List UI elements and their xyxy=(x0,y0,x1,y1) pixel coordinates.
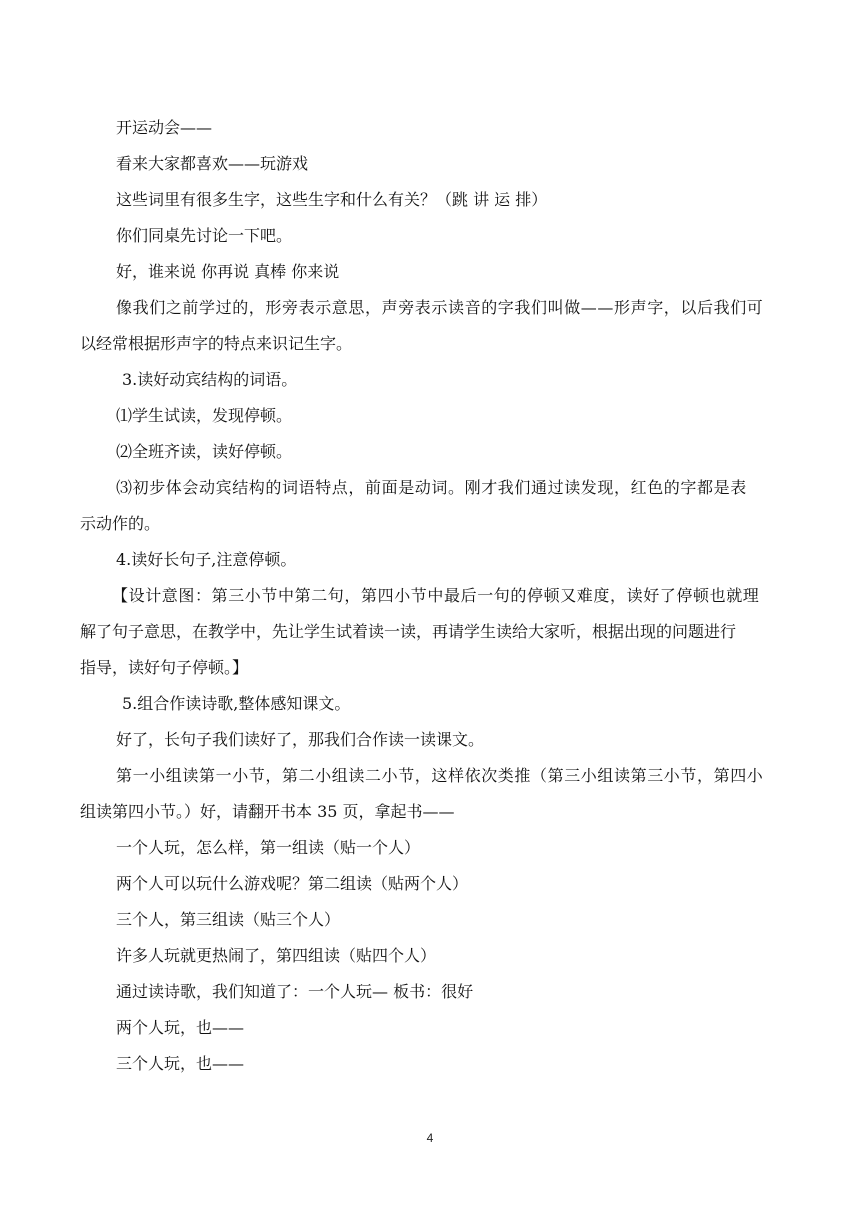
text-line-18: 好了，长句子我们读好了，那我们合作读一读课文。 xyxy=(116,730,485,749)
text-line-10: ⑵全班齐读，读好停顿。 xyxy=(116,442,293,461)
text-line-12: 示动作的。 xyxy=(80,514,161,533)
section-heading-3: 3.读好动宾结构的词语。 xyxy=(122,370,298,389)
section-heading-5: 5.组合作读诗歌,整体感知课文。 xyxy=(122,694,351,713)
text-line-23: 三个人，第三组读（贴三个人） xyxy=(116,910,341,929)
text-line-27: 三个人玩，也—— xyxy=(116,1054,245,1073)
text-line-21: 一个人玩，怎么样，第一组读（贴一个人） xyxy=(116,838,421,857)
text-line-6: 像我们之前学过的，形旁表示意思，声旁表示读音的字我们叫做——形声字，以后我们可 xyxy=(116,298,764,317)
page-number: 4 xyxy=(426,1131,434,1145)
text-line-11: ⑶初步体会动宾结构的词语特点，前面是动词。刚才我们通过读发现，红色的字都是表 xyxy=(116,478,747,497)
text-line-19: 第一小组读第一小节，第二小组读二小节，这样依次类推（第三小组读第三小节，第四小 xyxy=(116,766,764,785)
design-intent-line-3: 指导，读好句子停顿。】 xyxy=(80,658,249,677)
text-line-2: 看来大家都喜欢——玩游戏 xyxy=(116,154,309,173)
text-line-22: 两个人可以玩什么游戏呢？第二组读（贴两个人） xyxy=(116,874,469,893)
text-line-25: 通过读诗歌，我们知道了：一个人玩— 板书：很好 xyxy=(116,982,474,1001)
text-line-4: 你们同桌先讨论一下吧。 xyxy=(116,226,293,245)
section-heading-4: 4.读好长句子,注意停顿。 xyxy=(116,550,297,569)
text-line-9: ⑴学生试读，发现停顿。 xyxy=(116,406,293,425)
text-line-1: 开运动会—— xyxy=(116,118,213,137)
text-line-20: 组读第四小节。）好，请翻开书本 35 页，拿起书—— xyxy=(80,802,455,821)
text-line-3: 这些词里有很多生字，这些生字和什么有关？（跳 讲 运 排） xyxy=(116,190,548,209)
text-line-7: 以经常根据形声字的特点来识记生字。 xyxy=(80,334,353,353)
design-intent-line-2: 解了句子意思，在教学中，先让学生试着读一读，再请学生读给大家听，根据出现的问题进行 xyxy=(80,622,737,641)
text-line-5: 好，谁来说 你再说 真棒 你来说 xyxy=(116,262,340,281)
design-intent-line-1: 【设计意图：第三小节中第二句，第四小节中最后一句的停顿又难度，读好了停顿也就理 xyxy=(112,586,760,605)
text-line-24: 许多人玩就更热闹了，第四组读（贴四个人） xyxy=(116,946,437,965)
text-line-26: 两个人玩，也—— xyxy=(116,1018,245,1037)
